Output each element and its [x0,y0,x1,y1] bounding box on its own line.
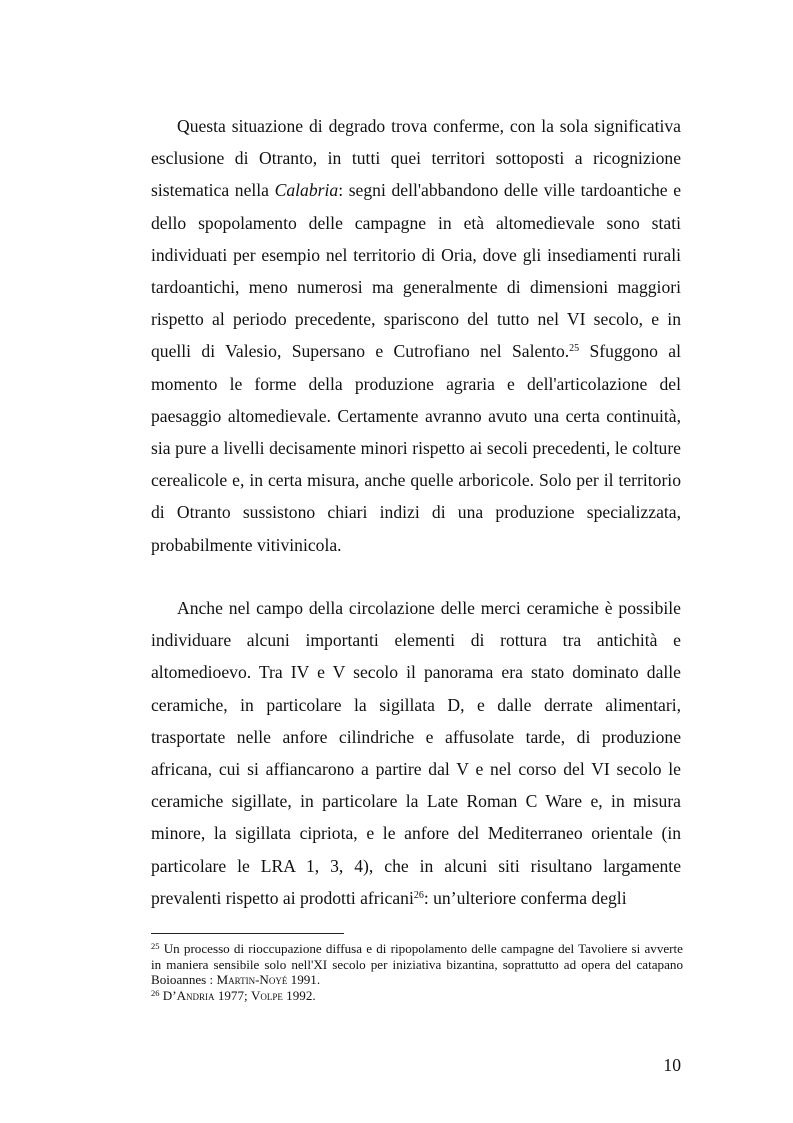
footnote-citation: Volpe [250,988,283,1003]
footnote-citation: D’Andria [162,988,215,1003]
body-paragraph-1 [151,110,681,561]
footnote-divider [151,933,344,934]
footnote-number: 25 [151,941,160,951]
footnote-25 [151,941,683,988]
paragraph-text: Anche nel campo della circolazione delle merci ceramiche è possibile individuare alcuni importanti elementi di rottura tra antichità e altomedioevo. Tra IV e V secolo il panorama era stato dominato dalle ceramiche, in particolare la sigillata D, e dalle derrate alimentari, trasportate nelle anfore cilindriche e affusolate tarde, di produzione africana, cui si affiancarono a partire dal V e nel corso del VI secolo le ceramiche sigillate, in particolare la Late Roman C Ware e, in misura minore, la sigillata cipriota, e le anfore del Mediterraneo orientale (in particolare le LRA 1, 3, 4), che in alcuni siti risultano largamente prevalenti rispetto ai prodotti africani [151,598,681,908]
footnote-text: Un processo di rioccupazione diffusa e di ripopolamento delle campagne del Tavoliere si avverte in maniera sensibile solo nell'XI secolo per iniziativa bizantina, soprattutto ad opera del catapano Boioannes : [151,941,683,987]
paragraph-text: Questa situazione di degrado trova conferme, con la sola significativa esclusione di Otranto, in tutti quei territori sottoposti a ricognizione sistematica nella [151,116,681,201]
footnote-text: 1977; [214,988,251,1003]
footnote-text: 1991. [287,972,321,987]
paragraph-text: : un’ulteriore conferma degli [423,887,627,908]
paragraph-text: Sfuggono al momento le forme della produzione agraria e dell'articolazione del paesaggio altomedievale. Certamente avranno avuto una certa continuità, sia pure a livelli decisamente minori rispetto ai secoli precedenti, le colture cerealicole e, in certa misura, anche quelle arboricole. Solo per il territorio di Otranto sussistono chiari indizi di una produzione specializzata, probabilmente vitivinicola. [151,341,681,555]
footnote-reference[interactable]: 26 [413,889,424,901]
footnote-reference[interactable]: 25 [569,343,580,355]
footnote-text: 1992. [282,988,316,1003]
page-number: 10 [663,1055,681,1075]
emphasized-place-name: Calabria [274,180,339,201]
footnote-citation: Martin-Noyé [216,972,288,987]
body-paragraph-2 [151,592,681,914]
footnote-26 [151,988,683,1004]
paragraph-text: : segni dell'abbandono delle ville tardoantiche e dello spopolamento delle campagne in età altomedievale sono stati individuati per esempio nel territorio di Oria, dove gli insediamenti rurali tardoantichi, meno numerosi ma generalmente di dimensioni maggiori rispetto al periodo precedente, spariscono del tutto nel VI secolo, e in quelli di Valesio, Supersano e Cutrofiano nel Salento. [151,180,681,362]
footnote-number: 26 [151,988,160,998]
